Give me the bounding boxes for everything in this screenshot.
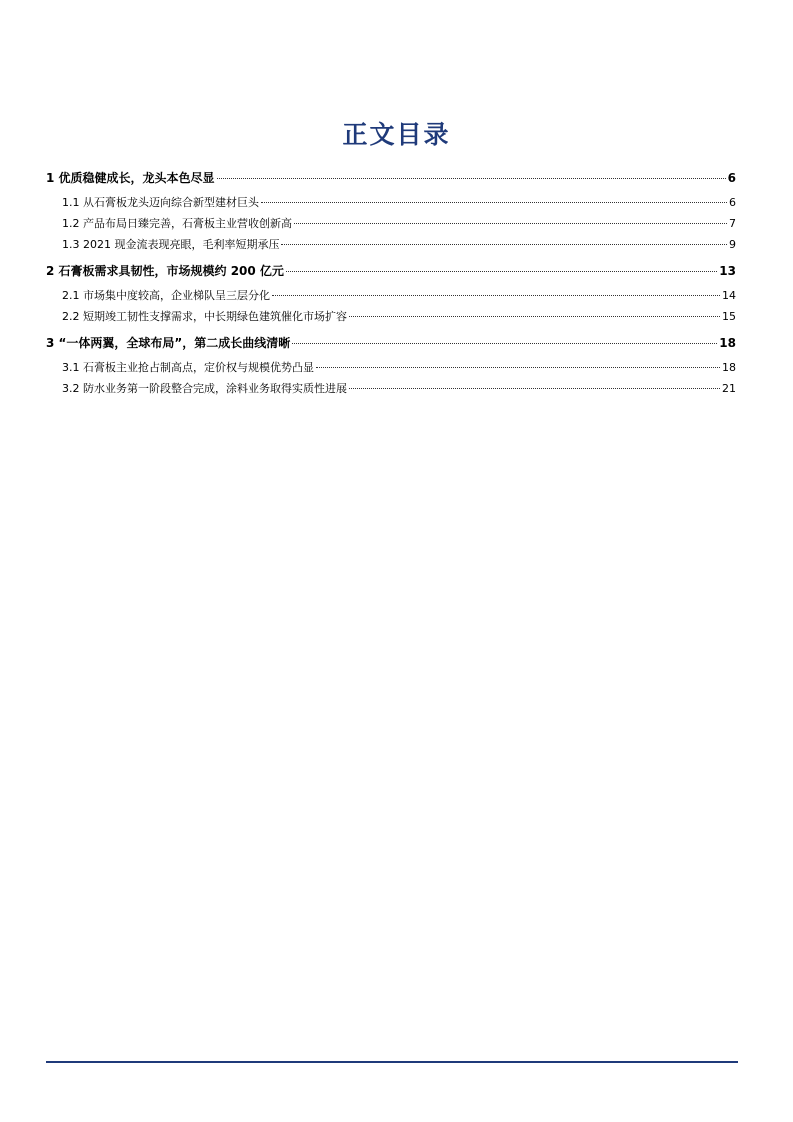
toc-entry-2[interactable] — [46, 260, 736, 282]
toc-entry-title: 3.2 防水业务第一阶段整合完成，涂料业务取得实质性进展 — [62, 382, 347, 395]
dot-leader — [272, 295, 720, 296]
toc-entry-3-1[interactable] — [46, 357, 736, 378]
dot-leader — [316, 367, 720, 368]
toc-entry-title: 3.1 石膏板主业抢占制高点，定价权与规模优势凸显 — [62, 361, 314, 374]
toc-entry-3[interactable] — [46, 332, 736, 354]
toc-entry-title: 2 石膏板需求具韧性，市场规模约 200 亿元 — [46, 264, 284, 278]
toc-entry-title: 1.1 从石膏板龙头迈向综合新型建材巨头 — [62, 196, 259, 209]
toc-entry-3-2[interactable] — [46, 378, 736, 399]
toc-entry-1-1[interactable] — [46, 192, 736, 213]
table-of-contents — [46, 167, 736, 399]
toc-entry-title: 3 “一体两翼，全球布局”，第二成长曲线清晰 — [46, 336, 291, 350]
toc-entry-title: 2.2 短期竣工韧性支撑需求，中长期绿色建筑催化市场扩容 — [62, 310, 347, 323]
toc-page-number: 9 — [729, 238, 736, 251]
toc-entry-1[interactable] — [46, 167, 736, 189]
toc-entry-2-2[interactable] — [46, 306, 736, 327]
toc-entry-1-2[interactable] — [46, 213, 736, 234]
toc-entry-1-3[interactable] — [46, 234, 736, 255]
footer-rule — [46, 1061, 738, 1063]
dot-leader — [349, 388, 720, 389]
toc-page-number: 18 — [722, 361, 736, 374]
toc-page-number: 15 — [722, 310, 736, 323]
toc-page-number: 18 — [719, 336, 736, 350]
toc-page-number: 21 — [722, 382, 736, 395]
toc-page-number: 13 — [719, 264, 736, 278]
dot-leader — [349, 316, 720, 317]
dot-leader — [281, 244, 727, 245]
dot-leader — [217, 178, 726, 179]
toc-page-number: 7 — [729, 217, 736, 230]
toc-entry-title: 1 优质稳健成长，龙头本色尽显 — [46, 171, 215, 185]
toc-entry-title: 1.2 产品布局日臻完善，石膏板主业营收创新高 — [62, 217, 292, 230]
toc-entry-2-1[interactable] — [46, 285, 736, 306]
toc-page-number: 14 — [722, 289, 736, 302]
page-title: 正文目录 — [342, 119, 451, 149]
dot-leader — [286, 271, 717, 272]
toc-entry-title: 1.3 2021 现金流表现亮眼，毛利率短期承压 — [62, 238, 280, 251]
toc-page-number: 6 — [727, 171, 736, 185]
toc-entry-title: 2.1 市场集中度较高，企业梯队呈三层分化 — [62, 289, 270, 302]
dot-leader — [294, 223, 727, 224]
dot-leader — [292, 343, 717, 344]
toc-page-number: 6 — [729, 196, 736, 209]
dot-leader — [261, 202, 727, 203]
